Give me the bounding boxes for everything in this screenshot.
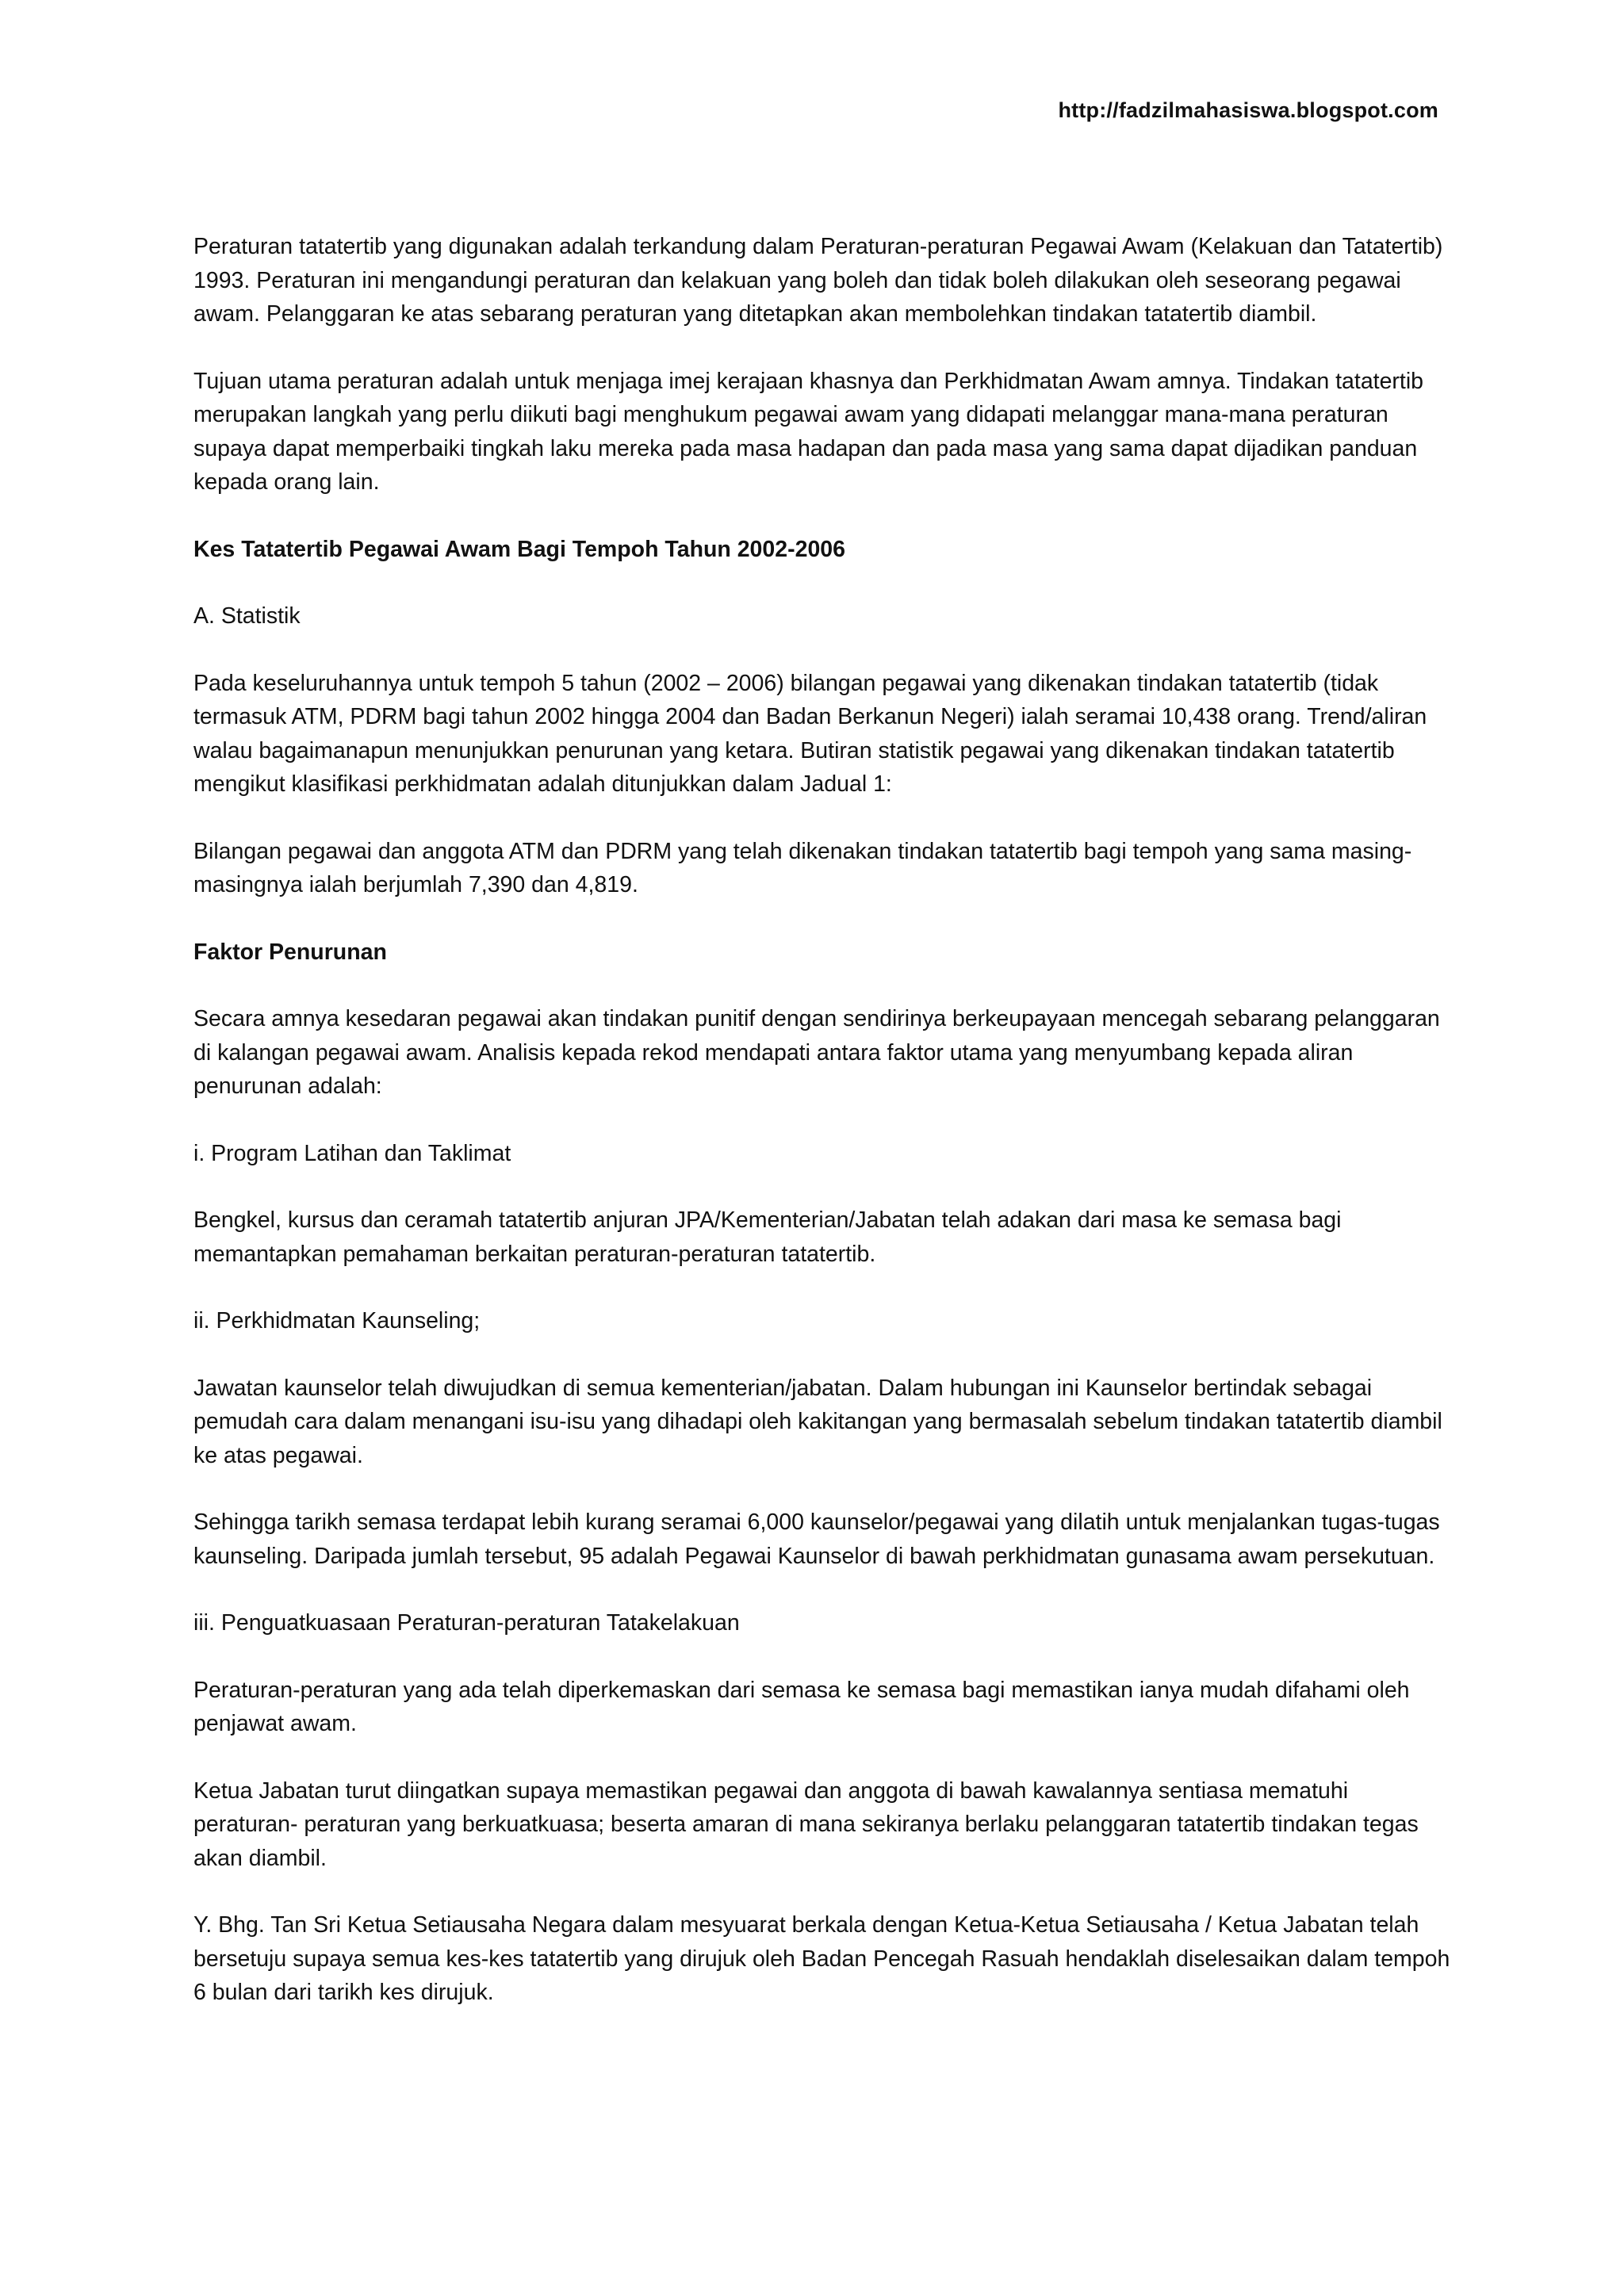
paragraph-ketua-jabatan: Ketua Jabatan turut diingatkan supaya memastikan pegawai dan anggota di bawah kawalannya sentiasa mematuhi peraturan- peraturan yang berkuatkuasa; beserta amaran di mana sekiranya berlaku pelanggaran tatatertib tindakan tegas akan diambil. — [193, 1777, 1419, 1871]
subheading-penguatkuasaan: iii. Penguatkuasaan Peraturan-peraturan Tatakelakuan — [193, 1610, 740, 1636]
subheading-statistik: A. Statistik — [193, 603, 301, 629]
paragraph-faktor-intro: Secara amnya kesedaran pegawai akan tindakan punitif dengan sendirinya berkeupayaan mencegah sebarang pelanggaran di kalangan pegawai awam. Analisis kepada rekod mendapati antara faktor utama yang menyumbang kepada aliran penurunan adalah: — [193, 1006, 1440, 1099]
paragraph-atm-pdrm: Bilangan pegawai dan anggota ATM dan PDRM yang telah dikenakan tindakan tatatertib bagi tempoh yang sama masing-masingnya ialah berjumlah 7,390 dan 4,819. — [193, 838, 1412, 897]
subheading-kaunseling: ii. Perkhidmatan Kaunseling; — [193, 1308, 481, 1334]
subheading-program-latihan: i. Program Latihan dan Taklimat — [193, 1140, 511, 1166]
paragraph-jawatan-kaunselor: Jawatan kaunselor telah diwujudkan di semua kementerian/jabatan. Dalam hubungan ini Kaunselor bertindak sebagai pemudah cara dalam menangani isu-isu yang dihadapi oleh kakitangan yang bermasalah sebelum tindakan tatatertib diambil ke atas pegawai. — [193, 1375, 1442, 1468]
paragraph-diperkemaskan: Peraturan-peraturan yang ada telah diperkemaskan dari semasa ke semasa bagi memastikan ianya mudah difahami oleh penjawat awam. — [193, 1677, 1410, 1736]
paragraph-intro: Peraturan tatatertib yang digunakan adalah terkandung dalam Peraturan-peraturan Pegawai Awam (Kelakuan dan Tatatertib) 1993. Peraturan ini mengandungi peraturan dan kelakuan yang boleh dan tidak boleh dilakukan oleh seseorang pegawai awam. Pelanggaran ke atas sebarang peraturan yang ditetapkan akan membolehkan tindakan tatatertib diambil. — [193, 234, 1443, 327]
header-url: http://fadzilmahasiswa.blogspot.com — [1058, 98, 1438, 122]
document-body — [193, 230, 1454, 2043]
paragraph-tan-sri-ksn: Y. Bhg. Tan Sri Ketua Setiausaha Negara dalam mesyuarat berkala dengan Ketua-Ketua Setiausaha / Ketua Jabatan telah bersetuju supaya semua kes-kes tatatertib yang dirujuk oleh Badan Pencegah Rasuah hendaklah diselesaikan dalam tempoh 6 bulan dari tarikh kes dirujuk. — [193, 1912, 1450, 2005]
paragraph-statistics: Pada keseluruhannya untuk tempoh 5 tahun (2002 – 2006) bilangan pegawai yang dikenakan tindakan tatatertib (tidak termasuk ATM, PDRM bagi tahun 2002 hingga 2004 dan Badan Berkanun Negeri) ialah seramai 10,438 orang. Trend/aliran walau bagaimanapun menunjukkan penurunan yang ketara. Butiran statistik pegawai yang dikenakan tindakan tatatertib mengikut klasifikasi perkhidmatan adalah ditunjukkan dalam Jadual 1: — [193, 670, 1427, 797]
paragraph-jumlah-kaunselor: Sehingga tarikh semasa terdapat lebih kurang seramai 6,000 kaunselor/pegawai yang dilatih untuk menjalankan tugas-tugas kaunseling. Daripada jumlah tersebut, 95 adalah Pegawai Kaunselor di bawah perkhidmatan gunasama awam persekutuan. — [193, 1510, 1440, 1569]
section-heading-faktor-penurunan: Faktor Penurunan — [193, 939, 387, 965]
paragraph-purpose: Tujuan utama peraturan adalah untuk menjaga imej kerajaan khasnya dan Perkhidmatan Awam amnya. Tindakan tatatertib merupakan langkah yang perlu diikuti bagi menghukum pegawai awam yang didapati melanggar mana-mana peraturan supaya dapat memperbaiki tingkah laku mereka pada masa hadapan dan pada masa yang sama dapat dijadikan panduan kepada orang lain. — [193, 368, 1424, 495]
section-heading-kes-tatatertib: Kes Tatatertib Pegawai Awam Bagi Tempoh Tahun 2002-2006 — [193, 536, 846, 562]
paragraph-bengkel: Bengkel, kursus dan ceramah tatatertib anjuran JPA/Kementerian/Jabatan telah adakan dari masa ke semasa bagi memantapkan pemahaman berkaitan peraturan-peraturan tatatertib. — [193, 1207, 1342, 1267]
